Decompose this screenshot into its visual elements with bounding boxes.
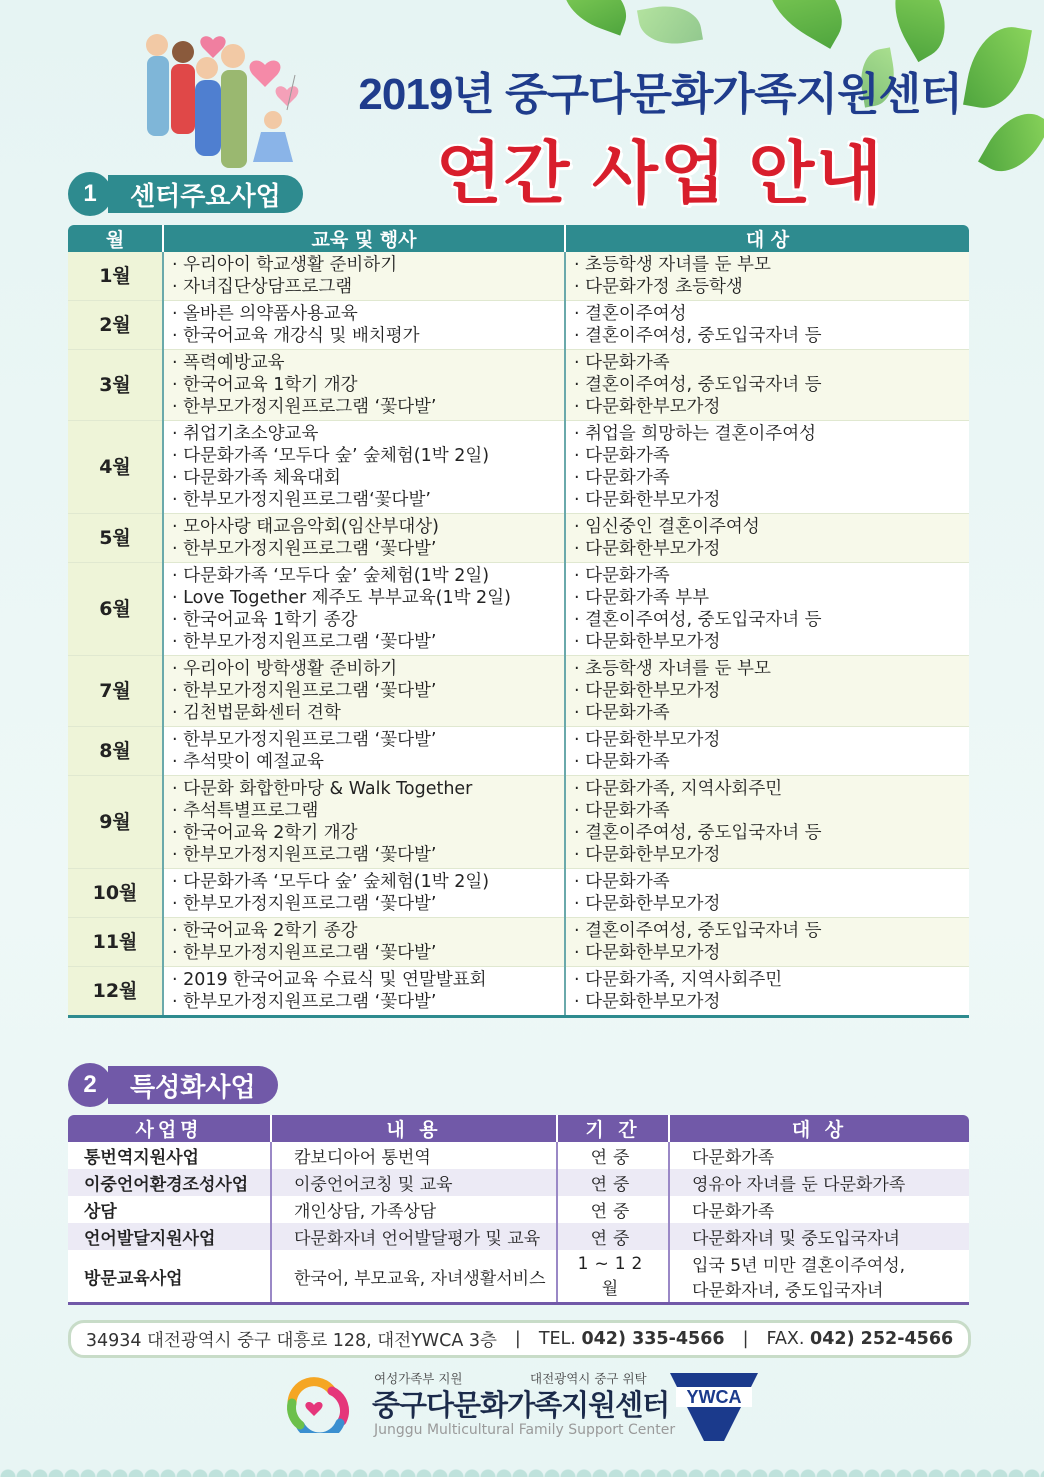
month-cell: 9월 [68, 776, 163, 869]
tel-number: 042) 335-4566 [581, 1329, 725, 1349]
event-item: · 한국어교육 1학기 종강 [172, 610, 358, 630]
event-item: · 다문화가족 ‘모두다 숲’ 숲체험(1박 2일) [172, 566, 490, 586]
program-period-cell: 1~12월 [557, 1250, 669, 1304]
target-line: 영유아 자녀를 둔 다문화가족 [692, 1175, 906, 1195]
table-row [68, 252, 969, 301]
program-content-cell: 다문화자녀 언어발달평가 및 교육 [271, 1223, 557, 1250]
footer-sub-left: 여성가족부 지원 [374, 1371, 463, 1386]
month-cell: 10월 [68, 869, 163, 918]
targets-cell [565, 350, 969, 421]
target-item: · 다문화가족 부부 [574, 588, 710, 608]
target-item: · 다문화가족 [574, 801, 670, 821]
target-item: · 취업을 희망하는 결혼이주여성 [574, 424, 817, 444]
program-name-cell: 이중언어환경조성사업 [68, 1169, 271, 1196]
program-period-cell: 연중 [557, 1223, 669, 1250]
target-item: · 다문화가족, 지역사회주민 [574, 779, 783, 799]
event-item: · 한부모가정지원프로그램 ‘꽃다발’ [172, 681, 437, 701]
targets-cell [565, 918, 969, 967]
event-item: · 폭력예방교육 [172, 353, 285, 373]
col-period: 기 간 [557, 1115, 669, 1142]
table-row [68, 1169, 969, 1196]
footer-sub-right: 대전광역시 중구 위탁 [530, 1371, 647, 1386]
event-item: · 한부모가정지원프로그램 ‘꽃다발’ [172, 539, 437, 559]
target-item: · 다문화한부모가정 [574, 992, 721, 1012]
section1-label: 센터주요사업 [108, 175, 303, 213]
address-bar: 34934 대전광역시 중구 대흥로 128, 대전YWCA 3층 | TEL. 042) 335-4566 | FAX. 042) 252-4566 [68, 1320, 971, 1358]
event-item: · 다문화가족 체육대회 [172, 468, 341, 488]
program-target-cell [669, 1142, 969, 1169]
target-item: · 다문화가족, 지역사회주민 [574, 970, 783, 990]
targets-cell [565, 776, 969, 869]
event-item: · 한국어교육 1학기 개강 [172, 375, 358, 395]
target-item: · 다문화한부모가정 [574, 681, 721, 701]
month-cell: 12월 [68, 967, 163, 1017]
table-row [68, 421, 969, 514]
section2-number: 2 [68, 1063, 112, 1107]
section2-heading [68, 1063, 278, 1107]
month-cell: 6월 [68, 563, 163, 656]
table-row [68, 514, 969, 563]
target-line: 다문화가족 [692, 1202, 775, 1222]
section1-number: 1 [68, 172, 112, 216]
event-item: · 한부모가정지원프로그램‘꽃다발’ [172, 490, 431, 510]
events-cell [163, 727, 565, 776]
targets-cell [565, 563, 969, 656]
event-item: · 김천법문화센터 견학 [172, 703, 341, 723]
section2-label: 특성화사업 [108, 1066, 278, 1104]
target-item: · 결혼이주여성, 중도입국자녀 등 [574, 921, 822, 941]
target-item: · 다문화한부모가정 [574, 539, 721, 559]
event-item: · 한부모가정지원프로그램 ‘꽃다발’ [172, 632, 437, 652]
table-row [68, 869, 969, 918]
target-item: · 결혼이주여성, 중도입국자녀 등 [574, 610, 822, 630]
event-item: · 한국어교육 2학기 종강 [172, 921, 358, 941]
events-cell [163, 967, 565, 1017]
target-item: · 결혼이주여성, 중도입국자녀 등 [574, 823, 822, 843]
program-name-cell: 상담 [68, 1196, 271, 1223]
center-logo-icon [282, 1373, 360, 1433]
events-cell [163, 656, 565, 727]
event-item: · 다문화가족 ‘모두다 숲’ 숲체험(1박 2일) [172, 872, 490, 892]
event-item: · 추석특별프로그램 [172, 801, 319, 821]
col-target: 대 상 [669, 1115, 969, 1142]
event-item: · 다문화 화합한마당 & Walk Together [172, 779, 473, 799]
event-item: · Love Together 제주도 부부교육(1박 2일) [172, 588, 511, 608]
page-title: 2019년 중구다문화가족지원센터 [358, 70, 962, 119]
events-cell [163, 301, 565, 350]
program-name-cell: 방문교육사업 [68, 1250, 271, 1304]
table-row [68, 918, 969, 967]
event-item: · 한부모가정지원프로그램 ‘꽃다발’ [172, 845, 437, 865]
program-target-cell [669, 1250, 969, 1304]
target-item: · 임신중인 결혼이주여성 [574, 517, 760, 537]
col-program-name: 사업명 [68, 1115, 271, 1142]
tel-label: TEL. [538, 1329, 576, 1349]
targets-cell [565, 252, 969, 301]
events-cell [163, 350, 565, 421]
event-item: · 자녀집단상담프로그램 [172, 277, 353, 297]
target-item: · 다문화한부모가정 [574, 845, 721, 865]
ywca-text: YWCA [686, 1387, 742, 1407]
event-item: · 취업기초소양교육 [172, 424, 319, 444]
footer-logo [282, 1365, 782, 1445]
fax-label: FAX. [766, 1329, 805, 1349]
events-cell [163, 563, 565, 656]
program-period-cell: 연중 [557, 1169, 669, 1196]
targets-cell [565, 301, 969, 350]
special-programs-table [68, 1115, 969, 1305]
footer-center-name: 중구다문화가족지원센터 [372, 1390, 670, 1422]
event-item: · 한부모가정지원프로그램 ‘꽃다발’ [172, 397, 437, 417]
events-cell [163, 514, 565, 563]
target-item: · 다문화가족 [574, 566, 670, 586]
table-row [68, 1142, 969, 1169]
program-content-cell: 개인상담, 가족상담 [271, 1196, 557, 1223]
month-cell: 7월 [68, 656, 163, 727]
program-period-cell: 연중 [557, 1196, 669, 1223]
program-period-cell: 연중 [557, 1142, 669, 1169]
target-item: · 다문화한부모가정 [574, 397, 721, 417]
month-cell: 5월 [68, 514, 163, 563]
address-text: 34934 대전광역시 중구 대흥로 128, 대전YWCA 3층 [85, 1330, 497, 1351]
event-item: · 우리아이 학교생활 준비하기 [172, 255, 398, 275]
program-name-cell: 언어발달지원사업 [68, 1223, 271, 1250]
events-cell [163, 869, 565, 918]
table-row [68, 301, 969, 350]
target-line: 다문화자녀 및 중도입국자녀 [692, 1229, 900, 1249]
target-item: · 다문화가족 [574, 752, 670, 772]
event-item: · 한부모가정지원프로그램 ‘꽃다발’ [172, 730, 437, 750]
events-cell [163, 421, 565, 514]
program-content-cell: 캄보디아어 통번역 [271, 1142, 557, 1169]
targets-cell [565, 869, 969, 918]
main-programs-table [68, 225, 969, 1018]
targets-cell [565, 421, 969, 514]
table-row [68, 1223, 969, 1250]
target-item: · 다문화한부모가정 [574, 730, 721, 750]
fax-number: 042) 252-4566 [810, 1329, 954, 1349]
month-cell: 4월 [68, 421, 163, 514]
targets-cell [565, 727, 969, 776]
section1-heading [68, 172, 303, 216]
event-item: · 2019 한국어교육 수료식 및 연말발표회 [172, 970, 487, 990]
target-item: · 결혼이주여성 [574, 304, 687, 324]
page-subtitle: 연간 사업 안내 [436, 136, 884, 212]
col-targets: 대 상 [565, 225, 969, 252]
targets-cell [565, 967, 969, 1017]
col-month: 월 [68, 225, 163, 252]
ywca-logo [670, 1373, 758, 1441]
events-cell [163, 252, 565, 301]
target-item: · 다문화가족 [574, 872, 670, 892]
target-item: · 결혼이주여성, 중도입국자녀 등 [574, 375, 822, 395]
event-item: · 한국어교육 개강식 및 배치평가 [172, 326, 420, 346]
events-cell [163, 776, 565, 869]
event-item: · 모아사랑 태교음악회(임산부대상) [172, 517, 440, 537]
program-name-cell: 통번역지원사업 [68, 1142, 271, 1169]
target-item: · 다문화한부모가정 [574, 490, 721, 510]
month-cell: 11월 [68, 918, 163, 967]
footer-center-name-en: Junggu Multicultural Family Support Center [374, 1422, 676, 1438]
table-row [68, 727, 969, 776]
target-item: · 다문화한부모가정 [574, 943, 721, 963]
table-row [68, 563, 969, 656]
program-content-cell: 이중언어코칭 및 교육 [271, 1169, 557, 1196]
col-events: 교육 및 행사 [163, 225, 565, 252]
target-item: · 결혼이주여성, 중도입국자녀 등 [574, 326, 822, 346]
target-line: 다문화자녀, 중도입국자녀 [692, 1281, 884, 1301]
target-item: · 초등학생 자녀를 둔 부모 [574, 659, 771, 679]
target-item: · 다문화가정 초등학생 [574, 277, 743, 297]
table-row [68, 776, 969, 869]
target-item: · 다문화한부모가정 [574, 894, 721, 914]
event-item: · 한국어교육 2학기 개강 [172, 823, 358, 843]
event-item: · 한부모가정지원프로그램 ‘꽃다발’ [172, 943, 437, 963]
target-item: · 다문화가족 [574, 468, 670, 488]
target-item: · 다문화한부모가정 [574, 632, 721, 652]
table-row [68, 656, 969, 727]
target-line: 입국 5년 미만 결혼이주여성, [692, 1256, 906, 1276]
table-row [68, 1250, 969, 1304]
target-item: · 다문화가족 [574, 353, 670, 373]
event-item: · 우리아이 방학생활 준비하기 [172, 659, 398, 679]
targets-cell [565, 656, 969, 727]
month-cell: 3월 [68, 350, 163, 421]
event-item: · 한부모가정지원프로그램 ‘꽃다발’ [172, 894, 437, 914]
event-item: · 추석맞이 예절교육 [172, 752, 324, 772]
table-row [68, 350, 969, 421]
table-row [68, 1196, 969, 1223]
program-target-cell [669, 1169, 969, 1196]
event-item: · 다문화가족 ‘모두다 숲’ 숲체험(1박 2일) [172, 446, 490, 466]
program-target-cell [669, 1196, 969, 1223]
events-cell [163, 918, 565, 967]
col-content: 내 용 [271, 1115, 557, 1142]
event-item: · 올바른 의약품사용교육 [172, 304, 358, 324]
month-cell: 1월 [68, 252, 163, 301]
bottom-wave-decoration [0, 1461, 1044, 1477]
target-item: · 다문화가족 [574, 703, 670, 723]
target-line: 다문화가족 [692, 1148, 775, 1168]
table-row [68, 967, 969, 1017]
month-cell: 8월 [68, 727, 163, 776]
program-content-cell: 한국어, 부모교육, 자녀생활서비스 [271, 1250, 557, 1304]
target-item: · 초등학생 자녀를 둔 부모 [574, 255, 771, 275]
month-cell: 2월 [68, 301, 163, 350]
targets-cell [565, 514, 969, 563]
program-target-cell [669, 1223, 969, 1250]
event-item: · 한부모가정지원프로그램 ‘꽃다발’ [172, 992, 437, 1012]
family-illustration [135, 20, 315, 180]
target-item: · 다문화가족 [574, 446, 670, 466]
